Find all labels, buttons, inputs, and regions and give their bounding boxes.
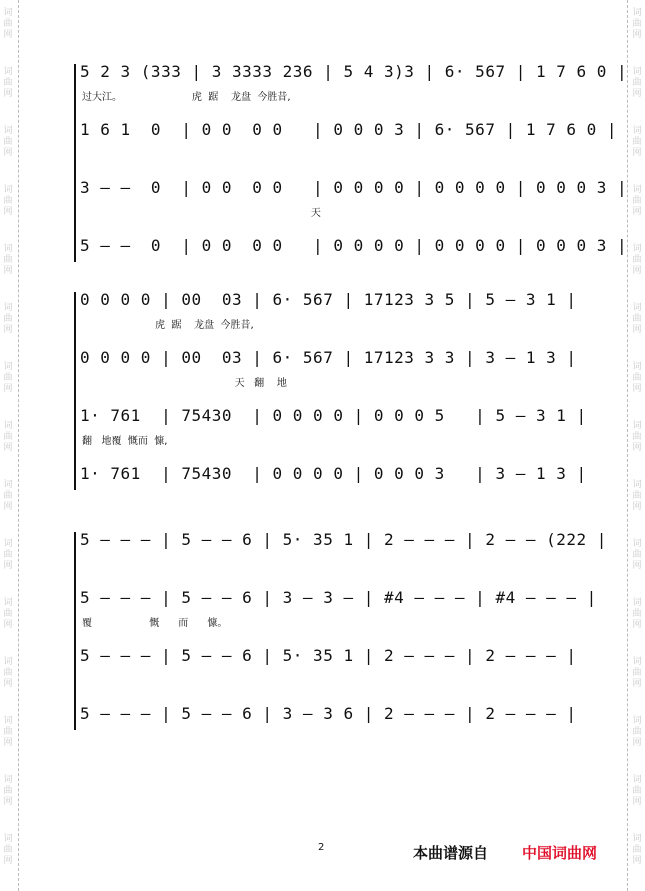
credit-site: 中国词曲网 — [522, 844, 598, 862]
system-brace — [74, 292, 79, 490]
notation-text: 5 — — 0 | 0 0 0 0 | 0 0 0 0 | 0 0 0 0 | 0 0 0 3 | — [80, 236, 628, 255]
staff-line — [80, 118, 618, 142]
notation-text: 5 — — — | 5 — — 6 | 3 — 3 — | #4 — — — | #4 — — — | — [80, 588, 597, 607]
lyric-line: 天 — [82, 208, 321, 219]
notation-text: 1 6 1 0 | 0 0 0 0 | 0 0 0 3 | 6· 567 | 1 7 6 0 | — [80, 120, 618, 139]
watermark: 词 曲 网 — [632, 303, 642, 335]
watermark: 词 曲 网 — [3, 657, 13, 689]
staff-line — [80, 176, 628, 200]
lyric-line: 过大江。 虎 踞 龙盘 今胜昔, — [82, 92, 291, 103]
system-brace — [74, 64, 79, 262]
notation-text: 5 2 3 (333 | 3 3333 236 | 5 4 3)3 | 6· 567 | 1 7 6 0 | — [80, 62, 628, 81]
staff-line — [80, 404, 587, 428]
watermark: 词 曲 网 — [632, 126, 642, 158]
watermark: 词 曲 网 — [3, 716, 13, 748]
lyric-line: 天 翻 地 — [82, 378, 287, 389]
staff-line — [80, 234, 628, 258]
staff-line — [80, 60, 628, 84]
watermark: 词 曲 网 — [632, 67, 642, 99]
watermark: 词 曲 网 — [632, 539, 642, 571]
watermark: 词 曲 网 — [632, 775, 642, 807]
watermark: 词 曲 网 — [3, 421, 13, 453]
system-brace — [74, 532, 79, 730]
notation-text: 1· 761 | 75430 | 0 0 0 0 | 0 0 0 3 | 3 — 1 3 | — [80, 464, 587, 483]
watermark: 词 曲 网 — [3, 67, 13, 99]
staff-line — [80, 528, 607, 552]
watermark: 词 曲 网 — [632, 480, 642, 512]
watermark: 词 曲 网 — [632, 362, 642, 394]
watermark: 词 曲 网 — [632, 244, 642, 276]
watermark: 词 曲 网 — [632, 834, 642, 866]
notation-text: 5 — — — | 5 — — 6 | 5· 35 1 | 2 — — — | 2 — — (222 | — [80, 530, 607, 549]
watermark: 词 曲 网 — [632, 185, 642, 217]
lyric-line: 虎 踞 龙盘 今胜昔, — [82, 320, 254, 331]
watermark: 词 曲 网 — [3, 362, 13, 394]
staff-line — [80, 462, 587, 486]
notation-text: 5 — — — | 5 — — 6 | 3 — 3 6 | 2 — — — | 2 — — — | — [80, 704, 577, 723]
watermark: 词 曲 网 — [3, 598, 13, 630]
watermark: 词 曲 网 — [3, 480, 13, 512]
notation-text: 1· 761 | 75430 | 0 0 0 0 | 0 0 0 5 | 5 — 3 1 | — [80, 406, 587, 425]
staff-line — [80, 644, 577, 668]
notation-text: 0 0 0 0 | 00 03 | 6· 567 | 17123 3 5 | 5 — 3 1 | — [80, 290, 577, 309]
watermark: 词 曲 网 — [632, 598, 642, 630]
watermark: 词 曲 网 — [3, 539, 13, 571]
notation-text: 0 0 0 0 | 00 03 | 6· 567 | 17123 3 3 | 3 — 1 3 | — [80, 348, 577, 367]
watermark: 词 曲 网 — [3, 185, 13, 217]
watermark: 词 曲 网 — [3, 834, 13, 866]
lyric-line: 翻 地覆 慨而 慷, — [82, 436, 168, 447]
watermark: 词 曲 网 — [632, 421, 642, 453]
staff-line — [80, 586, 597, 610]
staff-line — [80, 346, 577, 370]
credit-prefix: 本曲谱源自 — [413, 844, 489, 862]
watermark: 词 曲 网 — [3, 8, 13, 40]
staff-line — [80, 702, 577, 726]
watermark: 词 曲 网 — [632, 716, 642, 748]
watermark: 词 曲 网 — [3, 775, 13, 807]
right-border — [627, 0, 628, 891]
notation-text: 3 — — 0 | 0 0 0 0 | 0 0 0 0 | 0 0 0 0 | 0 0 0 3 | — [80, 178, 628, 197]
lyric-line: 覆 慨 而 慷。 — [82, 618, 228, 629]
notation-text: 5 — — — | 5 — — 6 | 5· 35 1 | 2 — — — | 2 — — — | — [80, 646, 577, 665]
staff-line — [80, 288, 577, 312]
watermark: 词 曲 网 — [3, 244, 13, 276]
watermark: 词 曲 网 — [3, 303, 13, 335]
page-number: 2 — [318, 842, 325, 853]
watermark: 词 曲 网 — [3, 126, 13, 158]
watermark: 词 曲 网 — [632, 657, 642, 689]
watermark: 词 曲 网 — [632, 8, 642, 40]
left-border — [18, 0, 19, 891]
